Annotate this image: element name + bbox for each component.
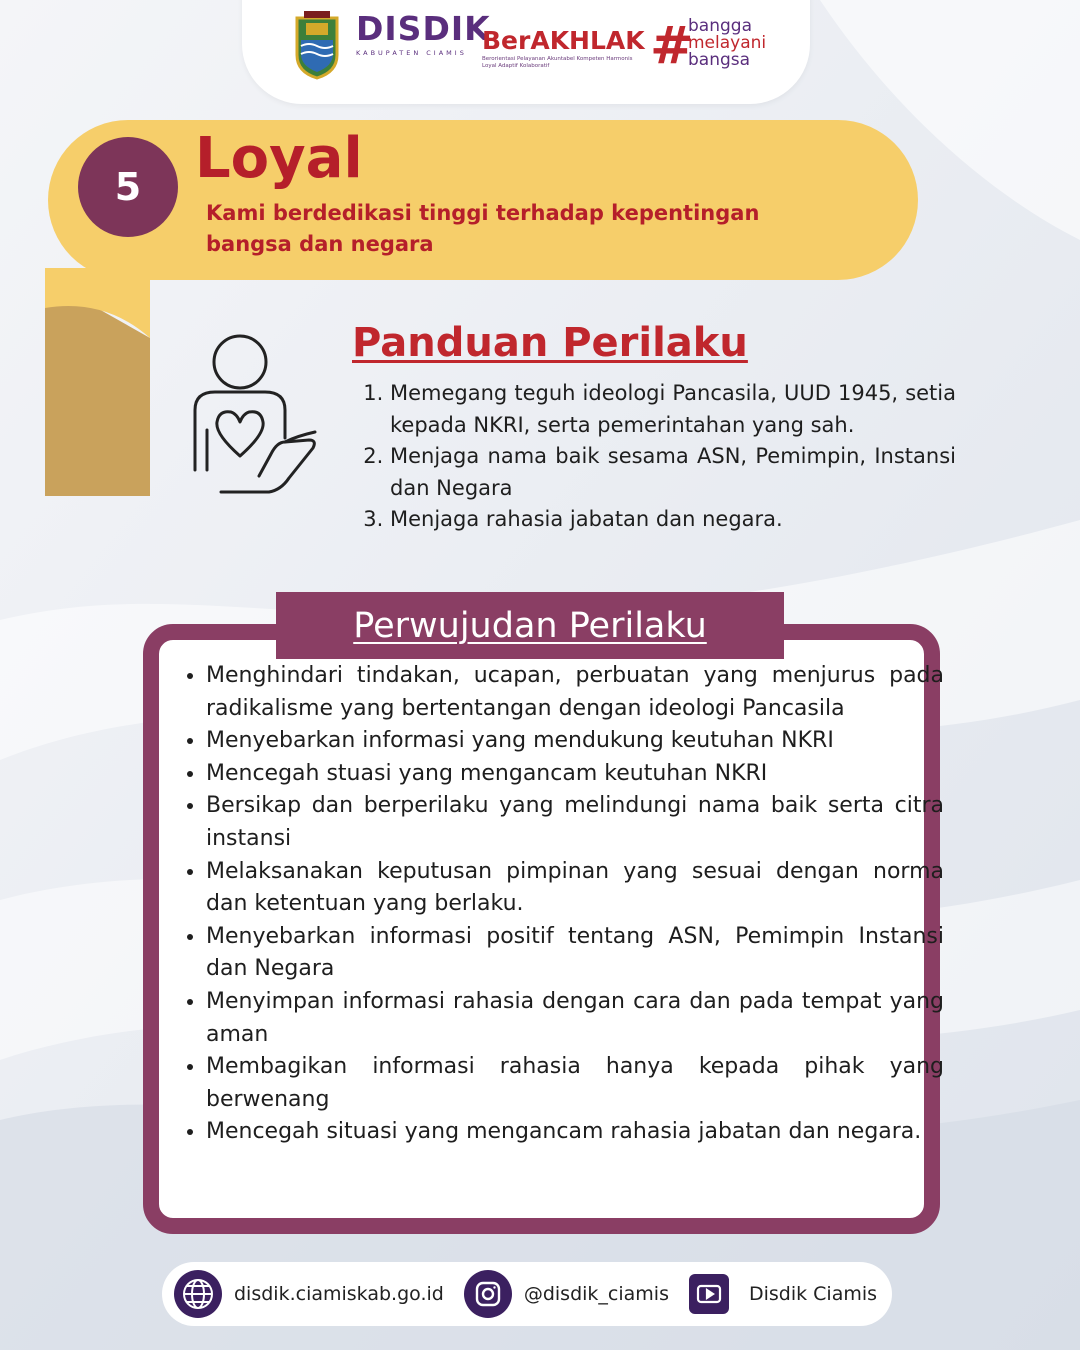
panduan-title: Panduan Perilaku xyxy=(352,320,748,366)
perwujudan-item: • Melaksanakan keputusan pimpinan yang sesuai dengan norma dan ketentuan yang berlaku. xyxy=(206,856,944,921)
ciamis-emblem-icon xyxy=(292,10,342,80)
instagram-text: @disdik_ciamis xyxy=(523,1283,669,1305)
youtube-text: Disdik Ciamis xyxy=(748,1283,878,1305)
disdik-logo xyxy=(356,9,491,57)
website-link[interactable] xyxy=(174,1270,444,1318)
footer-contact-bar xyxy=(162,1262,892,1326)
berakhlak-tagline: Berorientasi Pelayanan Akuntabel Kompeten Harmonis Loyal Adaptif Kolaboratif xyxy=(482,56,633,70)
value-title: Loyal xyxy=(195,126,363,191)
panduan-item: 1. Memegang teguh ideologi Pancasila, UUD 1945, setia kepada NKRI, serta pemerintahan yang sah. xyxy=(390,378,956,441)
perwujudan-item: • Menghindari tindakan, ucapan, perbuatan yang menjurus pada radikalisme yang bertentangan dengan ideologi Pancasila xyxy=(206,660,944,725)
perwujudan-item: • Bersikap dan berperilaku yang melindungi nama baik serta citra instansi xyxy=(206,790,944,855)
globe-icon xyxy=(174,1270,222,1318)
bangga-line-1: bangga xyxy=(688,16,752,36)
perwujudan-title: Perwujudan Perilaku xyxy=(353,605,707,646)
gold-side-bar xyxy=(45,268,150,496)
hashtag-symbol: # xyxy=(650,16,694,76)
instagram-link[interactable] xyxy=(464,1270,669,1318)
perwujudan-list xyxy=(172,660,944,1149)
youtube-link[interactable] xyxy=(689,1274,877,1314)
perwujudan-item: • Menyebarkan informasi positif tentang ASN, Pemimpin Instansi dan Negara xyxy=(206,921,944,986)
perwujudan-item: • Menyebarkan informasi yang mendukung keutuhan NKRI xyxy=(206,725,944,758)
perwujudan-item: • Mencegah stuasi yang mengancam keutuhan NKRI xyxy=(206,758,944,791)
perwujudan-item: • Membagikan informasi rahasia hanya kepada pihak yang berwenang xyxy=(206,1051,944,1116)
bangga-line-3: bangsa xyxy=(688,50,751,70)
bangga-melayani-bangsa-logo xyxy=(688,18,766,69)
bangga-line-2: melayani xyxy=(688,33,767,53)
perwujudan-item: • Menyimpan informasi rahasia dengan cara dan pada tempat yang aman xyxy=(206,986,944,1051)
berakhlak-wordmark: BerAKHLAK xyxy=(482,26,645,55)
panduan-list xyxy=(352,378,956,536)
perwujudan-item: • Mencegah situasi yang mengancam rahasia jabatan dan negara. xyxy=(206,1116,944,1149)
perwujudan-title-tab xyxy=(276,592,784,659)
website-text: disdik.ciamiskab.go.id xyxy=(234,1283,444,1305)
value-number-badge: 5 xyxy=(78,137,178,237)
panduan-item: 2. Menjaga nama baik sesama ASN, Pemimpin, Instansi dan Negara xyxy=(390,441,956,504)
value-subtitle: Kami berdedikasi tinggi terhadap kepentingan bangsa dan negara xyxy=(206,201,760,256)
berakhlak-logo xyxy=(482,28,645,70)
disdik-wordmark: DISDIK xyxy=(356,9,491,48)
panduan-item: 3. Menjaga rahasia jabatan dan negara. xyxy=(390,504,956,536)
youtube-icon xyxy=(689,1274,729,1314)
person-heart-hand-icon xyxy=(185,330,325,500)
instagram-icon xyxy=(464,1270,512,1318)
disdik-subtitle: KABUPATEN CIAMIS xyxy=(356,49,467,57)
